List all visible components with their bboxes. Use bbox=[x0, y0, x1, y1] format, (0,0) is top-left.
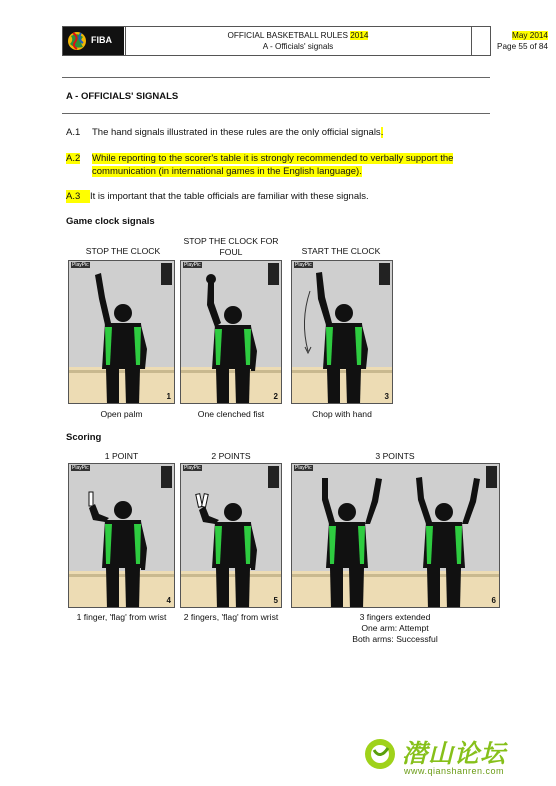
signal-caption: 1 finger, 'flag' from wrist bbox=[76, 612, 167, 622]
signal-title: STOP THE CLOCK bbox=[85, 246, 161, 256]
watermark bbox=[362, 730, 542, 780]
referee-two-fingers-icon bbox=[181, 464, 282, 608]
paragraph-text: The hand signals illustrated in these rules are the only official signals bbox=[92, 127, 381, 138]
signal-caption: Chop with hand bbox=[312, 409, 372, 419]
signal-number: 3 bbox=[384, 392, 389, 401]
signal-number: 2 bbox=[273, 392, 278, 401]
referee-chop-icon bbox=[292, 261, 393, 404]
watermark-url: www.qianshanren.com bbox=[404, 766, 505, 776]
signal-caption: One clenched fist bbox=[197, 409, 265, 419]
signal-title: STOP THE CLOCK FOR FOUL bbox=[183, 236, 279, 257]
referee-open-palm-icon bbox=[69, 261, 175, 404]
referee-one-finger-icon bbox=[69, 464, 175, 608]
signal-number: 1 bbox=[166, 392, 171, 401]
header-subtitle: A - Officials' signals bbox=[262, 42, 334, 51]
divider bbox=[62, 113, 490, 114]
signal-title: START THE CLOCK bbox=[301, 246, 381, 256]
header-page-number: Page 55 of 84 bbox=[497, 42, 548, 51]
referee-clenched-fist-icon bbox=[181, 261, 282, 404]
paragraph-a1 bbox=[66, 126, 496, 139]
signal-card-6 bbox=[291, 463, 500, 608]
scoring-heading: Scoring bbox=[66, 432, 102, 443]
paragraph-a3 bbox=[66, 190, 496, 203]
signal-caption: 2 fingers, 'flag' from wrist bbox=[183, 612, 279, 622]
paragraph-number: A.2 bbox=[66, 153, 81, 164]
paragraph-text: While reporting to the scorer's table it is strongly recommended to verbally support the communication (in international games in the English language). bbox=[92, 153, 454, 177]
signal-card-4 bbox=[68, 463, 175, 608]
signal-number: 4 bbox=[166, 596, 171, 605]
section-title: A - OFFICIALS' SIGNALS bbox=[66, 91, 179, 102]
signal-number: 5 bbox=[273, 596, 278, 605]
page-header bbox=[62, 26, 548, 56]
signal-title: 3 POINTS bbox=[375, 451, 415, 461]
signal-title: 1 POINT bbox=[104, 451, 139, 461]
referee-three-fingers-icon bbox=[292, 464, 500, 608]
signal-caption: 3 fingers extended bbox=[359, 612, 431, 622]
signal-caption: Open palm bbox=[100, 409, 143, 419]
paragraph-text: It is important that the table officials are familiar with these signals. bbox=[90, 191, 369, 202]
card-label: PlayPic bbox=[295, 465, 312, 471]
card-label: PlayPic bbox=[72, 465, 89, 471]
logo-text: FIBA bbox=[91, 35, 112, 45]
header-date: May 2014 bbox=[512, 31, 548, 40]
signal-card-2 bbox=[180, 260, 282, 404]
divider bbox=[62, 77, 490, 78]
header-page-block bbox=[472, 27, 552, 55]
card-label: PlayPic bbox=[184, 262, 201, 268]
watermark-text: 潜山论坛 bbox=[402, 740, 507, 768]
fiba-logo bbox=[63, 27, 126, 55]
signal-title: 2 POINTS bbox=[211, 451, 251, 461]
signal-caption: One arm: Attempt bbox=[361, 623, 429, 633]
paragraph-tail: . bbox=[380, 127, 384, 138]
game-clock-heading: Game clock signals bbox=[66, 216, 155, 227]
header-year: 2014 bbox=[350, 31, 369, 40]
card-label: PlayPic bbox=[295, 262, 312, 268]
paragraph-number: A.1 bbox=[66, 127, 81, 138]
header-title: OFFICIAL BASKETBALL RULES bbox=[227, 31, 348, 40]
signal-card-3 bbox=[291, 260, 393, 404]
signal-card-1 bbox=[68, 260, 175, 404]
signal-number: 6 bbox=[491, 596, 496, 605]
header-title-block bbox=[125, 27, 472, 55]
card-label: PlayPic bbox=[72, 262, 89, 268]
card-label: PlayPic bbox=[184, 465, 201, 471]
paragraph-number: A.3 bbox=[66, 190, 90, 203]
signal-card-5 bbox=[180, 463, 282, 608]
signal-caption-block bbox=[291, 612, 499, 645]
signal-caption: Both arms: Successful bbox=[352, 634, 438, 644]
